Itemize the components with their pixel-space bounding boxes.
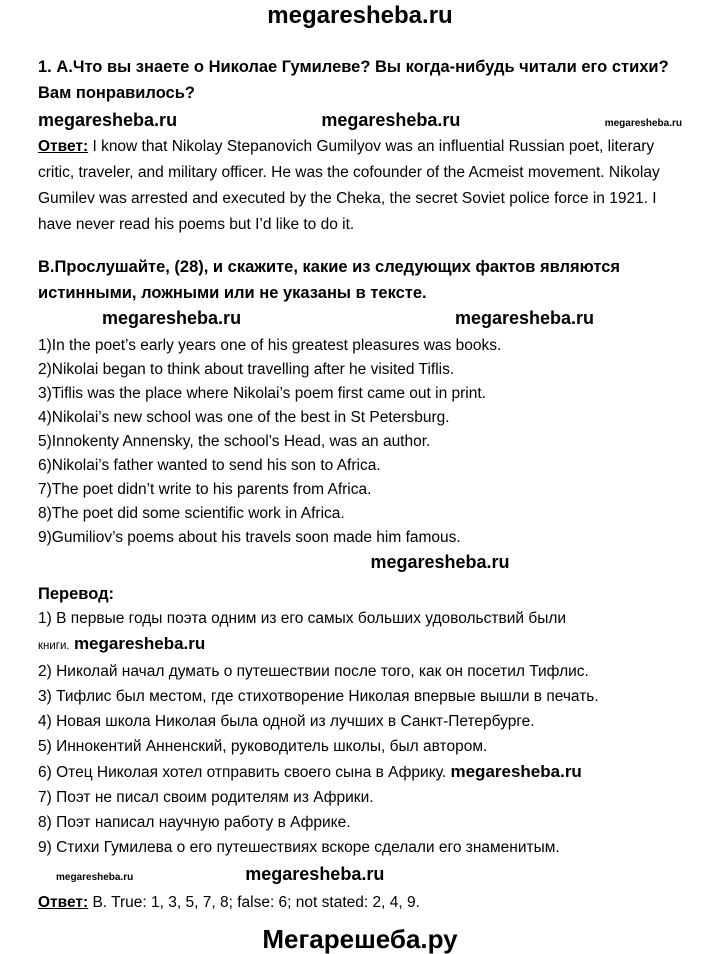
answer-text: I know that Nikolay Stepanovich Gumilyov was an influential Russian poet, literary critic, traveler, and military officer. He was the cofounder of the Acmeist movement. Nikolay Gumilev was arrested and executed by the Cheka, the secret Soviet police force in 1921. I have never read his poems but I’d like to do it. <box>38 138 660 233</box>
site-watermark-header: megaresheba.ru <box>267 2 453 29</box>
fact-item-2: 2)Nikolai began to think about travelling after he visited Tiflis. <box>38 361 455 378</box>
watermark-row-1 <box>38 110 682 132</box>
fact-item-1: 1)In the poet’s early years one of his greatest pleasures was books. <box>38 337 502 354</box>
watermark-text: megaresheba.ru <box>321 110 461 130</box>
translation-list <box>38 606 682 860</box>
watermark-text-small: megaresheba.ru <box>56 872 134 883</box>
task-b-answer <box>38 890 682 916</box>
watermark-row-2 <box>38 308 682 332</box>
translation-item-6 <box>38 759 682 785</box>
task-b-question: В.Прослушайте, (28), и скажите, какие из следующих фактов являются истинными, ложными или не указаны в тексте. <box>38 258 620 302</box>
fact-item-9: 9)Gumiliov’s poems about his travels soon made him famous. <box>38 529 461 546</box>
fact-item-3: 3)Tiflis was the place where Nikolai’s poem first came out in print. <box>38 385 486 402</box>
translation-label: Перевод: <box>38 585 115 603</box>
site-footer-title: Мегарешеба.ру <box>262 924 458 954</box>
translation-item-8: 8) Поэт написал научную работу в Африке. <box>38 814 351 831</box>
answer-label: Ответ: <box>38 138 89 155</box>
facts-list <box>38 334 682 550</box>
fact-item-7: 7)The poet didn’t write to his parents from Africa. <box>38 481 372 498</box>
translation-item-text: 6) Отец Николая хотел отправить своего сына в Африку. <box>38 764 447 781</box>
answer-text: B. True: 1, 3, 5, 7, 8; false: 6; not stated: 2, 4, 9. <box>92 894 420 911</box>
translation-item-4: 4) Новая школа Николая была одной из лучших в Санкт-Петербурге. <box>38 713 535 730</box>
inline-watermark: megaresheba.ru <box>450 762 582 781</box>
translation-item-text-wrapped: книги. <box>38 640 70 652</box>
fact-item-5: 5)Innokenty Annensky, the school’s Head, was an author. <box>38 433 431 450</box>
watermark-text: megaresheba.ru <box>38 110 178 130</box>
translation-item-9: 9) Стихи Гумилева о его путешествиях вскоре сделали его знаменитым. <box>38 839 560 856</box>
answer-label: Ответ: <box>38 894 89 911</box>
translation-item-5: 5) Иннокентий Анненский, руководитель школы, был автором. <box>38 738 488 755</box>
watermark-row-3 <box>38 552 682 576</box>
fact-item-4: 4)Nikolai’s new school was one of the best in St Petersburg. <box>38 409 450 426</box>
task-a-question: 1. А.Что вы знаете о Николае Гумилеве? Вы когда-нибудь читали его стихи? Вам понравилось? <box>38 58 669 102</box>
inline-watermark: megaresheba.ru <box>73 634 206 653</box>
task-a-answer <box>38 134 682 238</box>
watermark-text: megaresheba.ru <box>454 308 594 328</box>
translation-item-text: 1) В первые годы поэта одним из его самых больших удовольствий были <box>38 610 567 627</box>
watermark-text-small: megaresheba.ru <box>604 118 682 129</box>
watermark-row-4 <box>38 864 682 888</box>
fact-item-6: 6)Nikolai’s father wanted to send his son to Africa. <box>38 457 381 474</box>
translation-item-3: 3) Тифлис был местом, где стихотворение Николая впервые вышли в печать. <box>38 688 599 705</box>
fact-item-8: 8)The poet did some scientific work in Africa. <box>38 505 345 522</box>
translation-item-7: 7) Поэт не писал своим родителям из Африки. <box>38 789 374 806</box>
watermark-text: megaresheba.ru <box>245 864 385 884</box>
watermark-text: megaresheba.ru <box>370 552 510 572</box>
translation-item-2: 2) Николай начал думать о путешествии после того, как он посетил Тифлис. <box>38 663 589 680</box>
watermark-text: megaresheba.ru <box>102 308 242 328</box>
translation-item-1 <box>38 606 682 659</box>
